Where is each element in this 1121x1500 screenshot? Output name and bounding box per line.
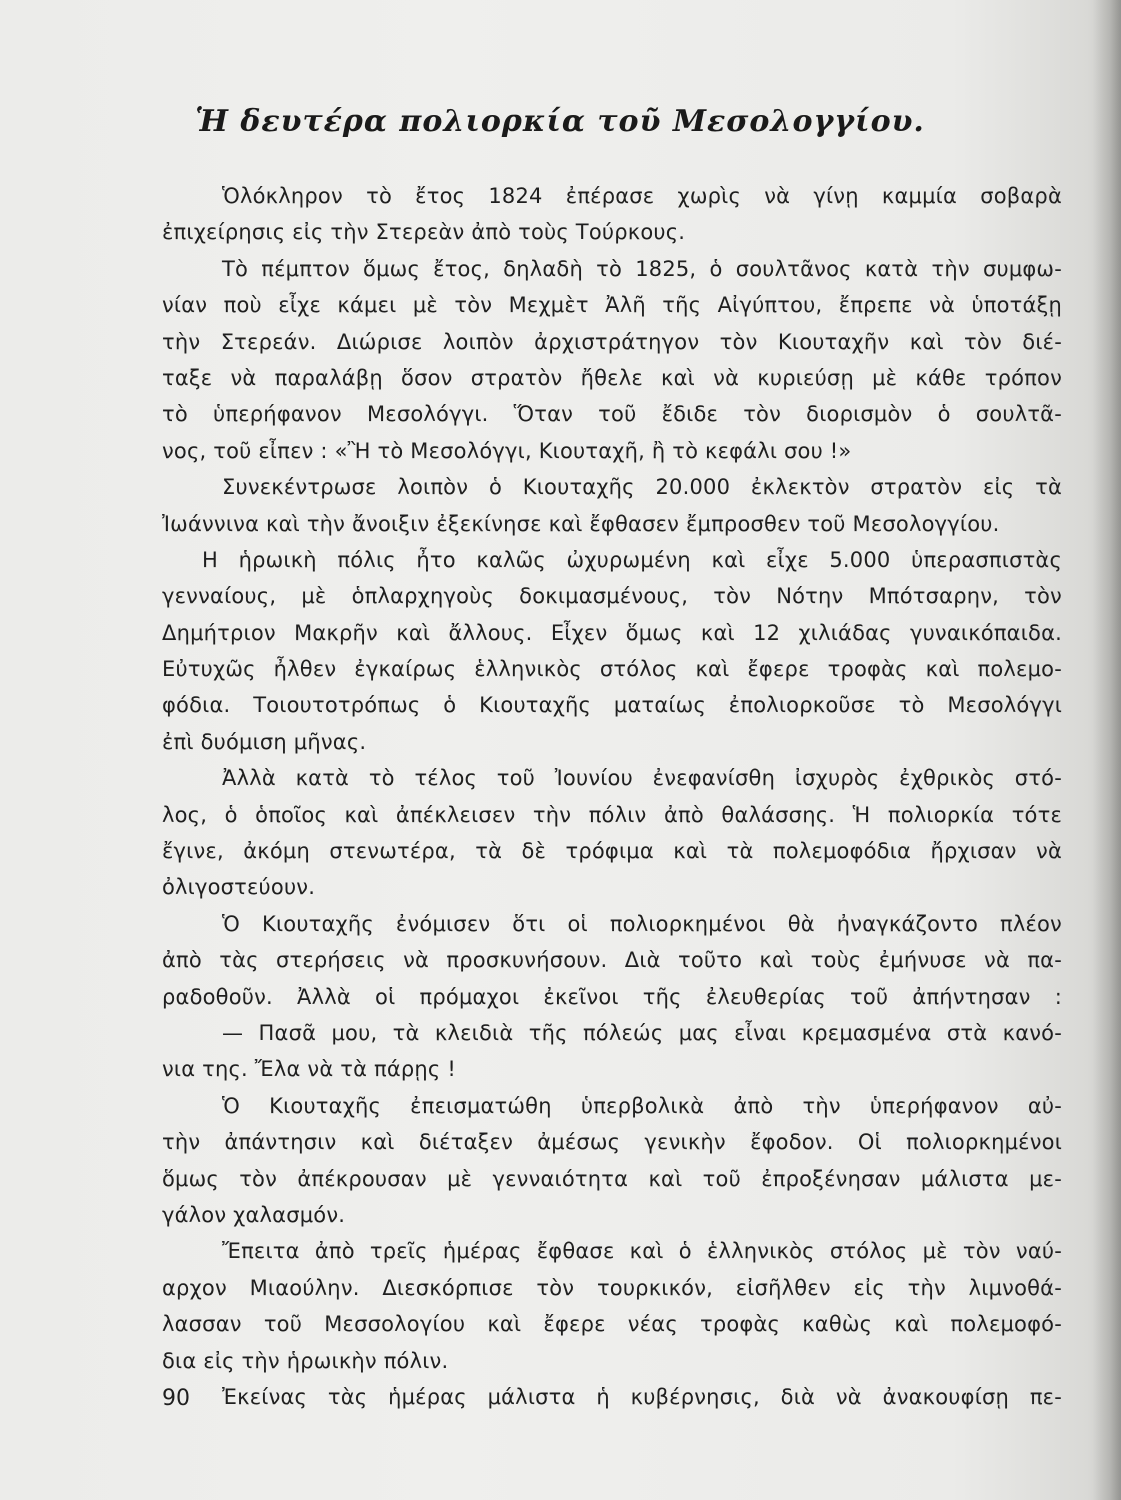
text-line: Ἐκείνας τὰς ἡμέρας μάλιστα ἡ κυβέρνησις, διὰ νὰ ἀνακουφίσῃ πε- [222,1384,1062,1409]
text-line: δια εἰς τὴν ἡρωικὴν πόλιν. [162,1348,449,1373]
text-line: αρχον Μιαούλην. Διεσκόρπισε τὸν τουρκικόν, εἰσῆλθεν εἰς τὴν λιμνοθά- [162,1275,1062,1300]
text-line: ἔγινε, ἀκόμη στενωτέρα, τὰ δὲ τρόφιμα καὶ τὰ πολεμοφόδια ἤρχισαν νὰ [162,839,1062,864]
text-line: Ἰωάννινα καὶ τὴν ἄνοιξιν ἐξεκίνησε καὶ ἔφθασεν ἔμπροσθεν τοῦ Μεσολογγίου. [162,511,1000,536]
text-line: λασσαν τοῦ Μεσσολογίου καὶ ἔφερε νέας τροφὰς καθὼς καὶ πολεμοφό- [162,1312,1062,1337]
page-number: 90 [162,1386,190,1411]
text-line: Η ἡρωικὴ πόλις ἦτο καλῶς ὠχυρωμένη καὶ εἶχε 5.000 ὑπερασπιστὰς [202,547,1062,572]
text-line: Ὁλόκληρον τὸ ἔτος 1824 ἐπέρασε χωρὶς νὰ γίνῃ καμμία σοβαρὰ [222,184,1062,208]
text-line: Ἔπειτα ἀπὸ τρεῖς ἡμέρας ἔφθασε καὶ ὁ ἑλληνικὸς στόλος μὲ τὸν ναύ- [222,1239,1062,1264]
text-line: φόδια. Τοιουτοτρόπως ὁ Κιουταχῆς ματαίως ἐπολιορκοῦσε τὸ Μεσολόγγι [162,693,1062,718]
text-line: — Πασᾶ μου, τὰ κλειδιὰ τῆς πόλεώς μας εἶναι κρεμασμένα στὰ κανό- [222,1020,1062,1045]
text-line: ἐπὶ δυόμιση μῆνας. [162,729,367,754]
text-line: λος, ὁ ὁποῖος καὶ ἀπέκλεισεν τὴν πόλιν ἀπὸ θαλάσσης. Ἡ πολιορκία τότε [162,802,1062,827]
text-line: τὴν ἀπάντησιν καὶ διέταξεν ἀμέσως γενικὴν ἔφοδον. Οἱ πολιορκημένοι [162,1130,1062,1155]
text-line: τὸ ὑπερήφανον Μεσολόγγι. Ὅταν τοῦ ἔδιδε τὸν διορισμὸν ὁ σουλτᾶ- [162,402,1062,427]
text-line: Συνεκέντρωσε λοιπὸν ὁ Κιουταχῆς 20.000 ἐκλεκτὸν στρατὸν εἰς τὰ [222,475,1062,500]
text-line: γενναίους, μὲ ὁπλαρχηγοὺς δοκιμασμένους, τὸν Νότην Μπότσαρην, τὸν [162,584,1062,609]
chapter-title: Ἡ δευτέρα πολιορκία τοῦ Μεσολογγίου. [195,104,925,139]
text-line: ἐπιχείρησις εἰς τὴν Στερεὰν ἀπὸ τοὺς Τούρκους. [162,220,686,245]
page-edge-shadow [1093,0,1121,1500]
text-line: νος, τοῦ εἶπεν : «Ἢ τὸ Μεσολόγγι, Κιουταχῆ, ἢ τὸ κεφάλι σου !» [162,438,852,463]
text-line: Τὸ πέμπτον ὅμως ἔτος, δηλαδὴ τὸ 1825, ὁ σουλτᾶνος κατὰ τὴν συμφω- [222,256,1062,281]
text-line: Ἀλλὰ κατὰ τὸ τέλος τοῦ Ἰουνίου ἐνεφανίσθη ἰσχυρὸς ἐχθρικὸς στό- [222,766,1062,791]
text-line: Εὐτυχῶς ἦλθεν ἐγκαίρως ἑλληνικὸς στόλος καὶ ἔφερε τροφὰς καὶ πολεμο- [162,657,1062,682]
text-line: ὀλιγοστεύουν. [162,875,316,900]
text-line: ταξε νὰ παραλάβῃ ὅσον στρατὸν ἤθελε καὶ νὰ κυριεύσῃ μὲ κάθε τρόπον [162,365,1062,390]
text-line: ραδοθοῦν. Ἀλλὰ οἱ πρόμαχοι ἐκεῖνοι τῆς ἐλευθερίας τοῦ ἀπήντησαν : [162,984,1062,1009]
text-line: ὅμως τὸν ἀπέκρουσαν μὲ γενναιότητα καὶ τοῦ ἐπροξένησαν μάλιστα με- [162,1166,1062,1191]
text-line: νίαν ποὺ εἶχε κάμει μὲ τὸν Μεχμὲτ Ἀλῆ τῆς Αἰγύπτου, ἔπρεπε νὰ ὑποτάξῃ [162,293,1062,318]
text-line: ἀπὸ τὰς στερήσεις νὰ προσκυνήσουν. Διὰ τοῦτο καὶ τοὺς ἐμήνυσε νὰ πα- [162,948,1062,973]
text-line: Ὁ Κιουταχῆς ἐνόμισεν ὅτι οἱ πολιορκημένοι θὰ ἠναγκάζοντο πλέον [222,911,1062,936]
text-line: Δημήτριον Μακρῆν καὶ ἄλλους. Εἶχεν ὅμως καὶ 12 χιλιάδας γυναικόπαιδα. [162,620,1062,645]
body-text [162,178,1062,1415]
text-line: τὴν Στερεάν. Διώρισε λοιπὸν ἀρχιστράτηγον τὸν Κιουταχῆν καὶ τὸν διέ- [162,329,1062,354]
text-line: Ὁ Κιουταχῆς ἐπεισματώθη ὑπερβολικὰ ἀπὸ τὴν ὑπερήφανον αὐ- [222,1093,1062,1118]
text-line: νια της. Ἔλα νὰ τὰ πάρῃς ! [162,1057,456,1082]
text-line: γάλον χαλασμόν. [162,1202,346,1227]
